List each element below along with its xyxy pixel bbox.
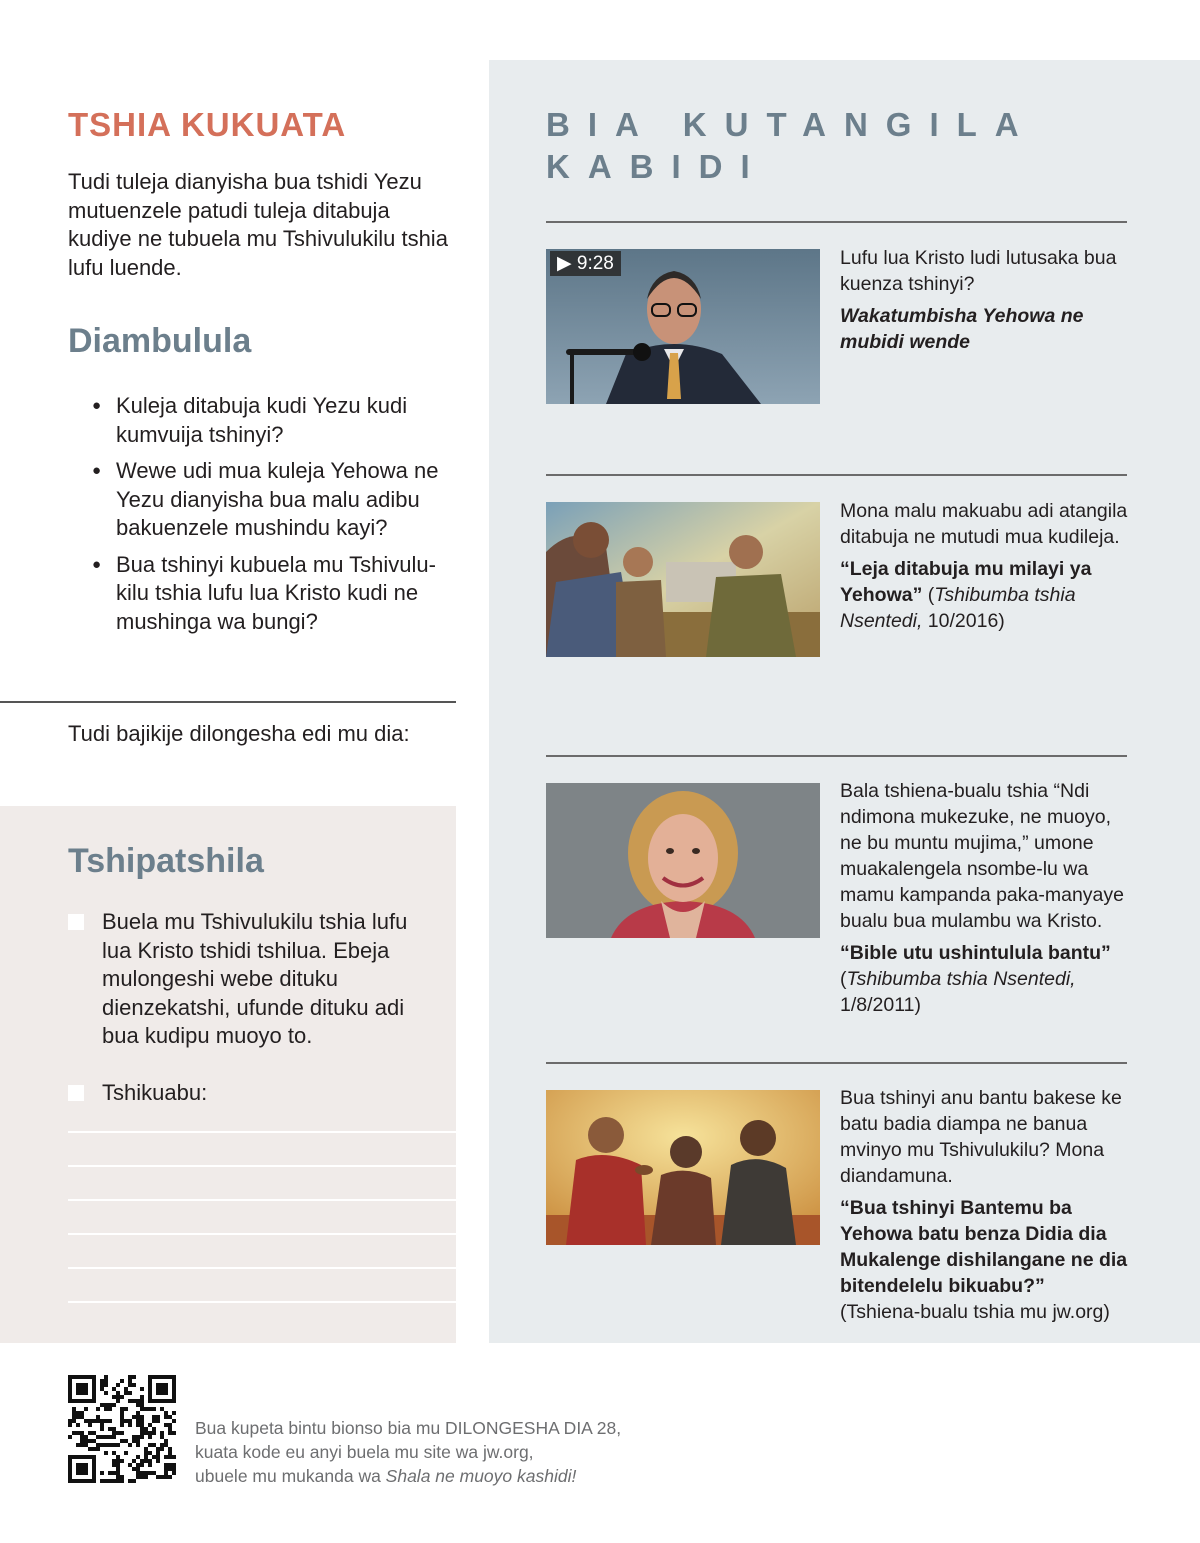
- write-in-line[interactable]: [68, 1131, 456, 1133]
- review-question: ● Bua tshinyi kubuela mu Tshivulu-kilu tshia lufu lua Kristo kudi ne mushinga wa bungi?: [92, 551, 452, 637]
- intro-paragraph: Tudi tuleja dianyisha bua tshidi Yezu mutuenzele patudi tuleja ditabuja kudiye ne tubuela mu Tshivulukilu tshia lufu luende.: [68, 169, 448, 280]
- article-image[interactable]: [546, 1090, 820, 1245]
- entry-reference[interactable]: [840, 556, 1130, 634]
- reference-entry: [840, 498, 1130, 634]
- goal-heading: Tshipatshila: [68, 842, 264, 880]
- entry-description: Bala tshiena-bualu tshia “Ndi ndimona mukezuke, ne muoyo, ne bu muntu mujima,” umone muakalengela nsombe-lu wa mamu kampanda paka-manyaye bualu bua mulambu wa Kristo.: [840, 780, 1124, 932]
- divider: [546, 1062, 1127, 1064]
- source-publication: Tshibumba tshia Nsentedi,: [846, 968, 1076, 990]
- article-image[interactable]: [546, 783, 820, 938]
- section-heading-follow-up: TSHIA KUKUATA: [68, 106, 347, 143]
- entry-description: Lufu lua Kristo ludi lutusaka bua kuenza tshinyi?: [840, 247, 1117, 295]
- source-paren: (: [840, 968, 847, 990]
- checkbox[interactable]: [68, 1085, 84, 1101]
- entry-title: “Bua tshinyi Bantemu ba Yehowa batu benza Didia dia Mukalenge dishilangane ne dia bitendelelu bikuabu?”: [840, 1197, 1128, 1297]
- write-in-line[interactable]: [68, 1267, 456, 1269]
- write-in-line[interactable]: [68, 1301, 456, 1303]
- footer-line: Bua kupeta bintu bionso bia mu DILONGESHA DIA 28,: [195, 1418, 622, 1438]
- reference-entry: [840, 778, 1130, 1018]
- entry-reference[interactable]: [840, 1195, 1130, 1325]
- footer-line: [195, 1464, 621, 1488]
- entry-reference[interactable]: [840, 940, 1130, 1018]
- qr-code[interactable]: [68, 1375, 176, 1483]
- video-duration-badge: ▶ 9:28: [550, 251, 621, 276]
- divider: [546, 755, 1127, 757]
- entry-title: “Leja ditabuja mu milayi ya Yehowa”: [840, 558, 1092, 606]
- goal-item-text: Buela mu Tshivulukilu tshia lufu lua Kristo tshidi tshilua. Ebeja mulongeshi webe dituku dienzekatshi, ufunde dituku adi bua kudipu muoyo to.: [102, 909, 408, 1048]
- review-questions: [92, 392, 452, 644]
- review-question: ● Kuleja ditabuja kudi Yezu kudi kumvuija tshinyi?: [92, 392, 452, 449]
- source-date: 10/2016): [922, 610, 1005, 632]
- entry-description: Bua tshinyi anu bantu bakese ke batu badia diampa ne banua mvinyo mu Tshivulukilu? Mona diandamuna.: [840, 1087, 1122, 1187]
- divider: [546, 474, 1127, 476]
- lords-supper-image: [546, 1090, 820, 1245]
- divider: [546, 221, 1127, 223]
- source-publication: Tshibumba tshia Nsentedi,: [840, 584, 1076, 632]
- reference-entry: [840, 245, 1130, 355]
- footer-note: [195, 1416, 621, 1488]
- write-in-line[interactable]: [68, 1165, 456, 1167]
- noah-talking-image: [546, 502, 820, 657]
- article-image[interactable]: [546, 502, 820, 657]
- review-question: ● Wewe udi mua kuleja Yehowa ne Yezu dianyisha bua malu adibu bakuenzele mushindu kayi?: [92, 457, 452, 543]
- video-thumbnail[interactable]: [546, 249, 820, 404]
- divider: [0, 701, 456, 703]
- source-date: 1/8/2011): [840, 994, 921, 1016]
- goal-item-memorial: [68, 908, 438, 1051]
- write-in-line[interactable]: [68, 1233, 456, 1235]
- source-note: (Tshiena-bualu tshia mu jw.org): [840, 1301, 1110, 1323]
- reference-entry: [840, 1085, 1130, 1325]
- entry-title: “Bible utu ushintulula bantu”: [840, 942, 1111, 964]
- lesson-completed-label: Tudi bajikije dilongesha edi mu dia:: [68, 721, 410, 746]
- goal-item-other: [68, 1079, 438, 1108]
- entry-title[interactable]: Wakatumbisha Yehowa ne mubidi wende: [840, 305, 1084, 353]
- book-title[interactable]: Shala ne muoyo kashidi!: [385, 1466, 577, 1486]
- source-paren: (: [922, 584, 935, 606]
- further-reading-heading: BIA KUTANGILA KABIDI: [546, 106, 1036, 185]
- review-heading: Diambulula: [68, 322, 252, 360]
- entry-description: Mona malu makuabu adi atangila ditabuja ne mutudi mua kudileja.: [840, 500, 1128, 548]
- footer-text: ubuele mu mukanda wa: [195, 1466, 386, 1486]
- checkbox[interactable]: [68, 914, 84, 930]
- footer-line: kuata kode eu anyi buela mu site wa jw.org,: [195, 1442, 534, 1462]
- goal-box: [0, 806, 456, 1343]
- goal-item-text: Tshikuabu:: [102, 1080, 208, 1105]
- write-in-line[interactable]: [68, 1199, 456, 1201]
- woman-portrait-image: [546, 783, 820, 938]
